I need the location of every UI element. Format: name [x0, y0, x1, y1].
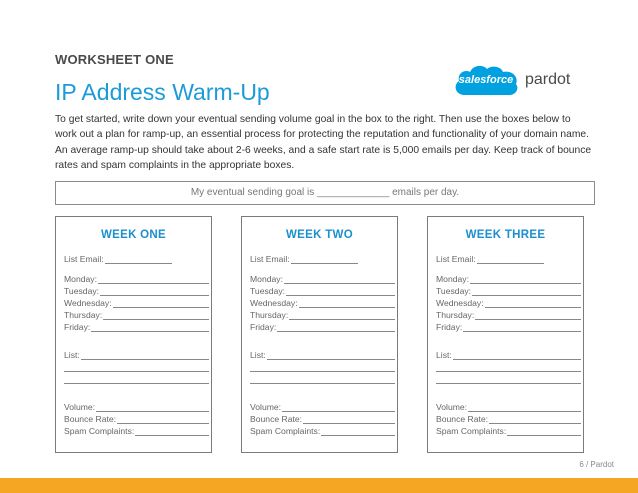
thursday-field[interactable]: Thursday:: [250, 308, 395, 320]
monday-field[interactable]: Monday:: [436, 272, 581, 284]
thursday-field[interactable]: Thursday:: [64, 308, 209, 320]
tuesday-field[interactable]: Tuesday:: [436, 284, 581, 296]
monday-field[interactable]: Monday:: [250, 272, 395, 284]
week-title: WEEK TWO: [286, 229, 353, 241]
week-title: WEEK THREE: [465, 229, 546, 241]
week-card: [241, 216, 398, 453]
thursday-field[interactable]: Thursday:: [436, 308, 581, 320]
list-email-field[interactable]: List Email:: [250, 252, 358, 264]
list-email-field[interactable]: List Email:: [436, 252, 544, 264]
wednesday-field[interactable]: Wednesday:: [250, 296, 395, 308]
spam-complaints-field[interactable]: Spam Complaints:: [64, 424, 209, 436]
week-card: [55, 216, 212, 453]
list-extra-line[interactable]: [436, 372, 581, 384]
worksheet-label: WORKSHEET ONE: [55, 52, 174, 67]
friday-field[interactable]: Friday:: [436, 320, 581, 332]
logo-product-text: pardot: [525, 71, 571, 88]
list-extra-line[interactable]: [64, 360, 209, 372]
spam-complaints-field[interactable]: Spam Complaints:: [436, 424, 581, 436]
list-field[interactable]: List:: [64, 348, 209, 360]
volume-field[interactable]: Volume:: [436, 400, 581, 412]
list-field[interactable]: List:: [250, 348, 395, 360]
volume-field[interactable]: Volume:: [250, 400, 395, 412]
logo-cloud-text: salesforce: [458, 74, 514, 86]
page-title: IP Address Warm-Up: [55, 79, 270, 105]
list-email-field[interactable]: List Email:: [64, 252, 172, 264]
tuesday-field[interactable]: Tuesday:: [64, 284, 209, 296]
sending-goal-box[interactable]: [55, 181, 595, 205]
spam-complaints-field[interactable]: Spam Complaints:: [250, 424, 395, 436]
intro-paragraph: To get started, write down your eventual sending volume goal in the box to the right. Then use the boxes below to work out a plan for ramp-up, an essential process for protecting the reputation and functionality of your domain name. An average ramp-up should take about 2-6 weeks, and a safe start rate is 5,000 emails per day. Keep track of bounce rates and spam complaints in the appropriate boxes.: [55, 114, 592, 171]
bounce-rate-field[interactable]: Bounce Rate:: [250, 412, 395, 424]
monday-field[interactable]: Monday:: [64, 272, 209, 284]
volume-field[interactable]: Volume:: [64, 400, 209, 412]
wednesday-field[interactable]: Wednesday:: [64, 296, 209, 308]
list-extra-line[interactable]: [250, 360, 395, 372]
friday-field[interactable]: Friday:: [250, 320, 395, 332]
bounce-rate-field[interactable]: Bounce Rate:: [64, 412, 209, 424]
week-card: [427, 216, 584, 453]
list-field[interactable]: List:: [436, 348, 581, 360]
footer-bar: [0, 478, 638, 493]
list-extra-line[interactable]: [64, 372, 209, 384]
friday-field[interactable]: Friday:: [64, 320, 209, 332]
salesforce-pardot-logo: [451, 61, 577, 101]
page-number: 6 / Pardot: [579, 460, 614, 469]
wednesday-field[interactable]: Wednesday:: [436, 296, 581, 308]
week-title: WEEK ONE: [100, 229, 166, 241]
list-extra-line[interactable]: [250, 372, 395, 384]
list-extra-line[interactable]: [436, 360, 581, 372]
sending-goal-text: My eventual sending goal is _____________ emails per day.: [190, 187, 460, 198]
tuesday-field[interactable]: Tuesday:: [250, 284, 395, 296]
bounce-rate-field[interactable]: Bounce Rate:: [436, 412, 581, 424]
